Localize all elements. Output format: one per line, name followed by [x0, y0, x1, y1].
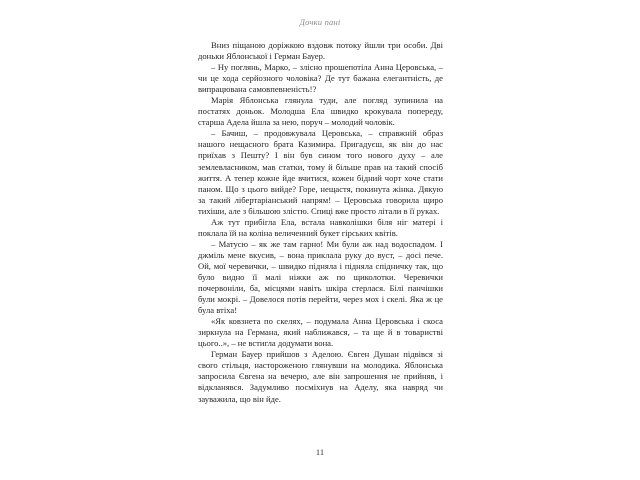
paragraph: Аж тут прибігла Ела, встала навколішки біля ніг матері і поклала їй на коліна величенний букет гірських квітів.: [198, 216, 443, 238]
body-text: [198, 40, 443, 405]
paragraph: – Бачиш, – продовжувала Церовська, – справжній образ нашого нещасного брата Казимира. Пригадуєш, як він до нас приїхав з Пешту? І він був сином того нового духу – але землевласником, мав статки, тому й більше прав на такий спосіб життя. А тепер кожне йде вчитися, кожен бідний чорт хоче стати паном. Що з цього вийде? Горе, нещастя, покинута жінка. Дякую за такий лібертаріанський напрям! – Церовська говорила щиро тихіши, але з більшою злістю. Спиці вже просто літали в її руках.: [198, 128, 443, 216]
paragraph: Герман Бауер прийшов з Аделою. Євген Душан підвівся зі свого стільця, настороженою глянувши на молодика. Яблонська запросила Євгена на вечерю, але він запрошення не прийняв, і відкланявся. Задумливо посміхнув на Аделу, яка навряд чи зауважила, що він йде.: [198, 349, 443, 404]
paragraph: «Як ковзнета по скелях, – подумала Анна Церовська і скоса зиркнула на Германа, який наближався, – та ще й в товаристві цього..», – не встигла додумати вона.: [198, 316, 443, 349]
page-number: 11: [315, 447, 325, 457]
paragraph: Марія Яблонська глянула туди, але погляд зупинила на постатях доньок. Молодша Ела швидко крокувала попереду, старша Адела йшла за нею, поруч – молодий чоловік.: [198, 95, 443, 128]
paragraph: – Ну поглянь, Марко, – злісно прошепотіла Анна Церовська, – чи це хода серйозного чоловіка? Де тут бажана елегантність, де випрацювана самовпевненість!?: [198, 62, 443, 95]
paragraph: – Матусю – як же там гарно! Ми були аж над водоспадом. І джміль мене вкусив, – вона приклала руку до вуст, – досі пече. Ой, мої черевички, – швидко підняла і підняла спідничку так, що було видно її малі ніжки аж по щиколотки. Черевички почервоніли, ба, місцями навіть шкіра стерлася. Білі панчішки були мокрі. – Довелося потів перейти, через мох і скелі. Яка ж це була втіха!: [198, 238, 443, 316]
paragraph: Вниз піщаною доріжкою вздовж потоку йшли три особи. Дві доньки Яблонської і Герман Бауер.: [198, 40, 443, 62]
running-header: Дочки пані: [299, 17, 341, 27]
